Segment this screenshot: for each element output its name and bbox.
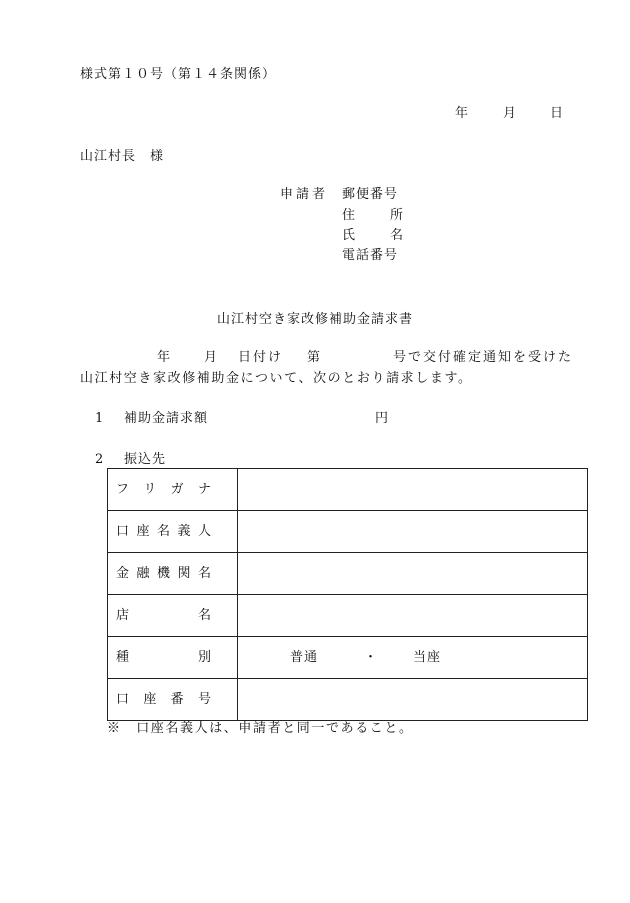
applicant-phone-label: 電話番号 — [342, 248, 399, 263]
account-number-label-cell — [108, 679, 238, 721]
label-char: 別 — [197, 650, 211, 665]
item-request-amount — [95, 412, 395, 426]
label-char: 名 — [197, 566, 211, 581]
label-char: 金 — [116, 566, 130, 581]
body-number-prefix: 第 — [307, 350, 321, 365]
account-holder-label-cell — [108, 511, 238, 553]
label-char: ガ — [170, 482, 184, 497]
yen-unit: 円 — [375, 411, 389, 426]
label-char: ナ — [197, 482, 211, 497]
branch-name-value-cell[interactable] — [238, 595, 588, 637]
body-line-1 — [80, 351, 580, 365]
applicant-label: 申請者 — [280, 187, 329, 202]
applicant-postal-code-label: 郵便番号 — [342, 187, 399, 202]
applicant-name-char: 氏 — [342, 228, 357, 243]
applicant-name-label — [342, 229, 404, 242]
table-row — [108, 595, 588, 637]
applicant-name-char: 名 — [389, 228, 404, 243]
item-transfer-destination — [95, 453, 215, 467]
applicant-address-label — [342, 209, 404, 222]
table-row — [108, 637, 588, 679]
addressee — [80, 150, 163, 163]
label-char: 名 — [197, 608, 211, 623]
financial-institution-value-cell[interactable] — [238, 553, 588, 595]
label-char: 名 — [156, 524, 170, 539]
label-char: 機 — [156, 566, 170, 581]
account-holder-note: ※ 口座名義人は、申請者と同一であること。 — [107, 721, 414, 736]
label-char: 番 — [170, 692, 184, 707]
table-row — [108, 553, 588, 595]
account-holder-value-cell[interactable] — [238, 511, 588, 553]
label-char: リ — [143, 482, 157, 497]
item-number: 1 — [95, 411, 104, 426]
account-type-separator: ・ — [364, 650, 378, 665]
body-line-1-rest: 号で交付確定通知を受けた — [393, 350, 574, 365]
label-char: 店 — [116, 608, 130, 623]
branch-name-label-cell — [108, 595, 238, 637]
label-char: 座 — [136, 524, 150, 539]
label-char: 口 — [116, 524, 130, 539]
label-char: 種 — [116, 650, 130, 665]
account-type-options — [238, 651, 587, 664]
account-number-value-cell[interactable] — [238, 679, 588, 721]
furigana-label-cell — [108, 469, 238, 511]
date-line — [455, 107, 563, 120]
item-number: 2 — [95, 452, 104, 467]
addressee-honorific: 様 — [150, 149, 164, 164]
form-number: 様式第１０号（第１４条関係） — [80, 67, 277, 82]
account-type-label-cell — [108, 637, 238, 679]
account-type-value-cell — [238, 637, 588, 679]
body-year-label: 年 — [157, 350, 171, 365]
applicant-address-char: 所 — [389, 208, 404, 223]
date-year-label: 年 — [455, 106, 469, 121]
bank-account-table — [107, 468, 588, 721]
request-amount-label: 補助金請求額 — [124, 411, 209, 426]
label-char: 融 — [136, 566, 150, 581]
account-type-ordinary[interactable]: 普通 — [290, 650, 319, 665]
label-char: 口 — [116, 692, 130, 707]
applicant-address-char: 住 — [342, 208, 357, 223]
financial-institution-label-cell — [108, 553, 238, 595]
furigana-value-cell[interactable] — [238, 469, 588, 511]
body-month-label: 月 — [204, 350, 218, 365]
label-char: 座 — [143, 692, 157, 707]
table-row — [108, 511, 588, 553]
label-char: 義 — [177, 524, 191, 539]
addressee-name: 山江村長 — [80, 149, 137, 164]
body-dated-label: 日付け — [238, 350, 284, 365]
date-month-label: 月 — [503, 106, 517, 121]
transfer-destination-label: 振込先 — [124, 452, 167, 467]
table-row — [108, 469, 588, 511]
account-type-current[interactable]: 当座 — [413, 650, 442, 665]
date-day-label: 日 — [550, 106, 564, 121]
label-char: 人 — [197, 524, 211, 539]
table-row — [108, 679, 588, 721]
label-char: 号 — [197, 692, 211, 707]
label-char: 関 — [177, 566, 191, 581]
label-char: フ — [116, 482, 130, 497]
document-title: 山江村空き家改修補助金請求書 — [216, 312, 413, 327]
body-line-2: 山江村空き家改修補助金について、次のとおり請求します。 — [80, 371, 473, 386]
